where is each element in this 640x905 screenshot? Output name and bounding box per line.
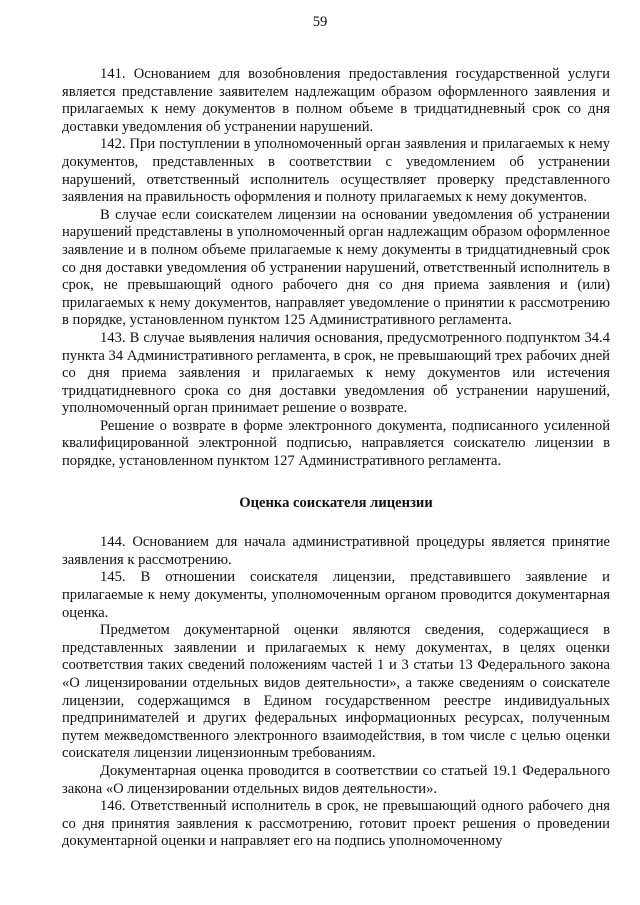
- page-number: 59: [312, 14, 328, 30]
- paragraph-145-procedure: Документарная оценка проводится в соответствии со статьей 19.1 Федерального закона «О лицензировании отдельных видов деятельности».: [62, 762, 610, 797]
- document-body: [62, 66, 610, 851]
- paragraph-146: 146. Ответственный исполнитель в срок, не превышающий одного рабочего дня со дня принятия заявления к рассмотрению, готовит проект решения о проведении документарной оценки и направляет его на подпись уполномоченному: [62, 798, 610, 850]
- paragraph-142-continued: В случае если соискателем лицензии на основании уведомления об устранении нарушений представлены в уполномоченный орган надлежащим образом оформленное заявление и в полном объеме прилагаемые к нему документы в тридцатидневный срок со дня доставки уведомления об устранении нарушений, ответственный исполнитель в срок, не превышающий одного рабочего дня со дня приема заявления и (или) прилагаемых к нему документов, направляет уведомление о принятии к рассмотрению в порядке, установленном пунктом 125 Административного регламента.: [62, 206, 610, 329]
- paragraph-145-subject: Предметом документарной оценки являются сведения, содержащиеся в представленных заявлении и прилагаемых к нему документах, в целях оценки соответствия таких сведений положениям частей 1 и 3 статьи 13 Федерального закона «О лицензировании отдельных видов деятельности», а также сведениям о соискателе лицензии, содержащимся в Едином государственном реестре индивидуальных предпринимателей и других федеральных информационных ресурсах, полученным путем межведомственного электронного взаимодействия, в том числе с целью оценки соискателя лицензии лицензионным требованиям.: [62, 622, 610, 762]
- paragraph-144: 144. Основанием для начала административной процедуры является принятие заявления к рассмотрению.: [62, 534, 610, 568]
- paragraph-143: 143. В случае выявления наличия основания, предусмотренного подпунктом 34.4 пункта 34 Административного регламента, в срок, не превышающий трех рабочих дней со дня приема заявления и прилагаемых к нему документов или истечения тридцатидневного срока со дня доставки уведомления об устранении нарушений, уполномоченный орган принимает решение о возврате.: [62, 329, 610, 417]
- paragraph-145: 145. В отношении соискателя лицензии, представившего заявление и прилагаемые к нему документы, уполномоченным органом проводится документарная оценка.: [62, 569, 610, 621]
- paragraph-141: 141. Основанием для возобновления предоставления государственной услуги является представление заявителем надлежащим образом оформленного заявления и прилагаемых к нему документов в полном объеме в тридцатидневный срок со дня доставки уведомления об устранении нарушений.: [62, 66, 610, 135]
- paragraph-142: 142. При поступлении в уполномоченный орган заявления и прилагаемых к нему документов, представленных в соответствии с уведомлением об устранении нарушений, ответственный исполнитель осуществляет проверку представленного заявления на правильность оформления и полноту прилагаемых к нему документов.: [62, 136, 610, 206]
- paragraph-143-continued: Решение о возврате в форме электронного документа, подписанного усиленной квалифицированной электронной подписью, направляется соискателю лицензии в порядке, установленном пунктом 127 Административного регламента.: [62, 417, 610, 470]
- section-heading: Оценка соискателя лицензии: [239, 494, 433, 511]
